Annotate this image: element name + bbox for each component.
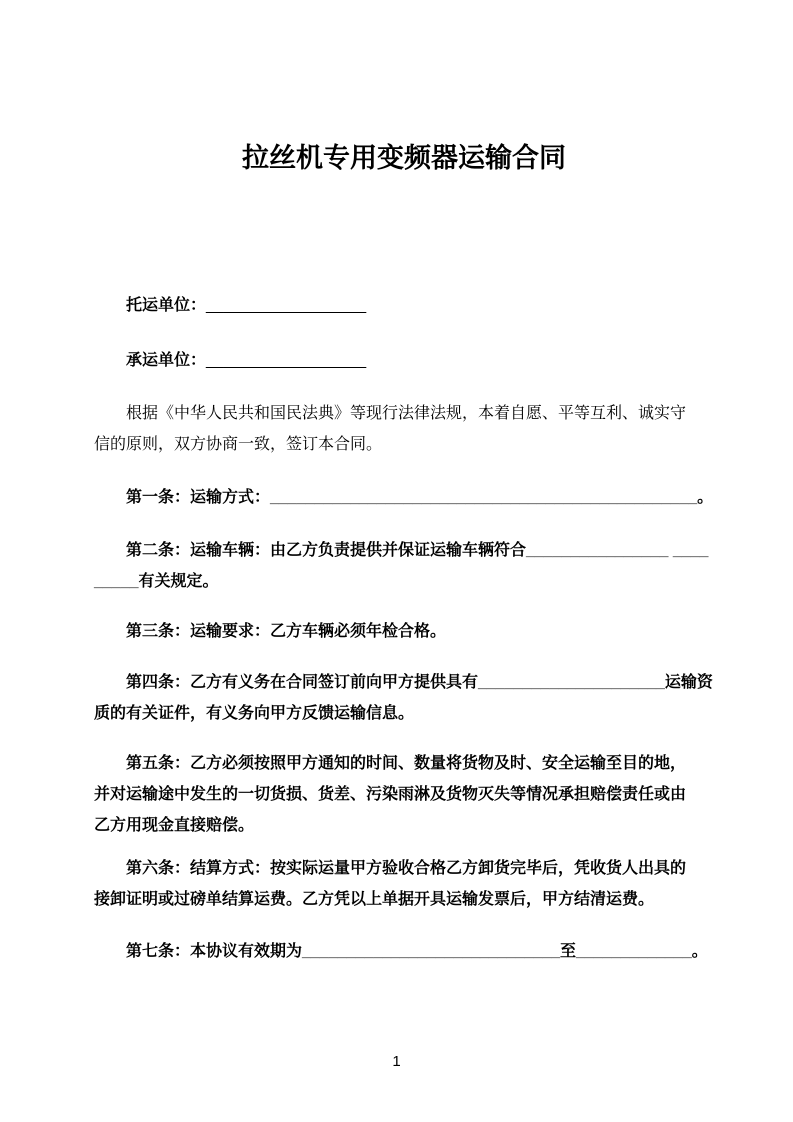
clause-1 [94,482,714,513]
clause-7 [94,936,714,967]
clause-line: 第一条：运输方式：________________________________________________。 [126,489,714,506]
consignor-field-line [94,290,714,321]
clause-line: 第五条：乙方必须按照甲方通知的时间、数量将货物及时、安全运输至目的地， [126,755,687,772]
clause-line: 第七条：本协议有效期为_____________________________至_____________。 [126,943,708,960]
page-number: 1 [392,1053,401,1070]
document-title: 拉丝机专用变频器运输合同 [242,143,566,173]
clause-2 [94,535,714,597]
clause-line: 第四条：乙方有义务在合同签订前向甲方提供具有_____________________运输资 [126,674,713,691]
preamble-paragraph [94,398,714,460]
clause-3 [94,616,714,647]
preamble-line: 根据《中华人民共和国民法典》等现行法律法规，本着自愿、平等互利、诚实守 [126,405,687,422]
clause-line: 质的有关证件，有义务向甲方反馈运输信息。 [94,705,415,722]
clause-4 [94,667,714,729]
carrier-blank-line: __________________ [206,352,367,369]
clause-line: 乙方用现金直接赔偿。 [94,817,255,834]
carrier-field-line [94,345,714,376]
clause-line: 接卸证明或过磅单结算运费。乙方凭以上单据开具运输发票后，甲方结清运费。 [94,891,655,908]
clause-6 [94,853,714,915]
clause-line: 并对运输途中发生的一切货损、货差、污染雨淋及货物灭失等情况承担赔偿责任或由 [94,786,687,803]
document-content [0,138,793,967]
clause-line: 第三条：运输要求：乙方车辆必须年检合格。 [126,623,447,640]
consignor-blank-line: __________________ [206,297,367,314]
consignor-label: 托运单位： [126,297,207,314]
clause-line: _____有关规定。 [94,573,219,590]
clause-line: 第六条：结算方式：按实际运量甲方验收合格乙方卸货完毕后，凭收货人出具的 [126,860,687,877]
carrier-label: 承运单位： [126,352,207,369]
clause-line: 第二条：运输车辆：由乙方负责提供并保证运输车辆符合________________ ____ [126,542,709,559]
clause-5 [94,748,714,841]
preamble-line: 信的原则，双方协商一致，签订本合同。 [94,436,383,453]
